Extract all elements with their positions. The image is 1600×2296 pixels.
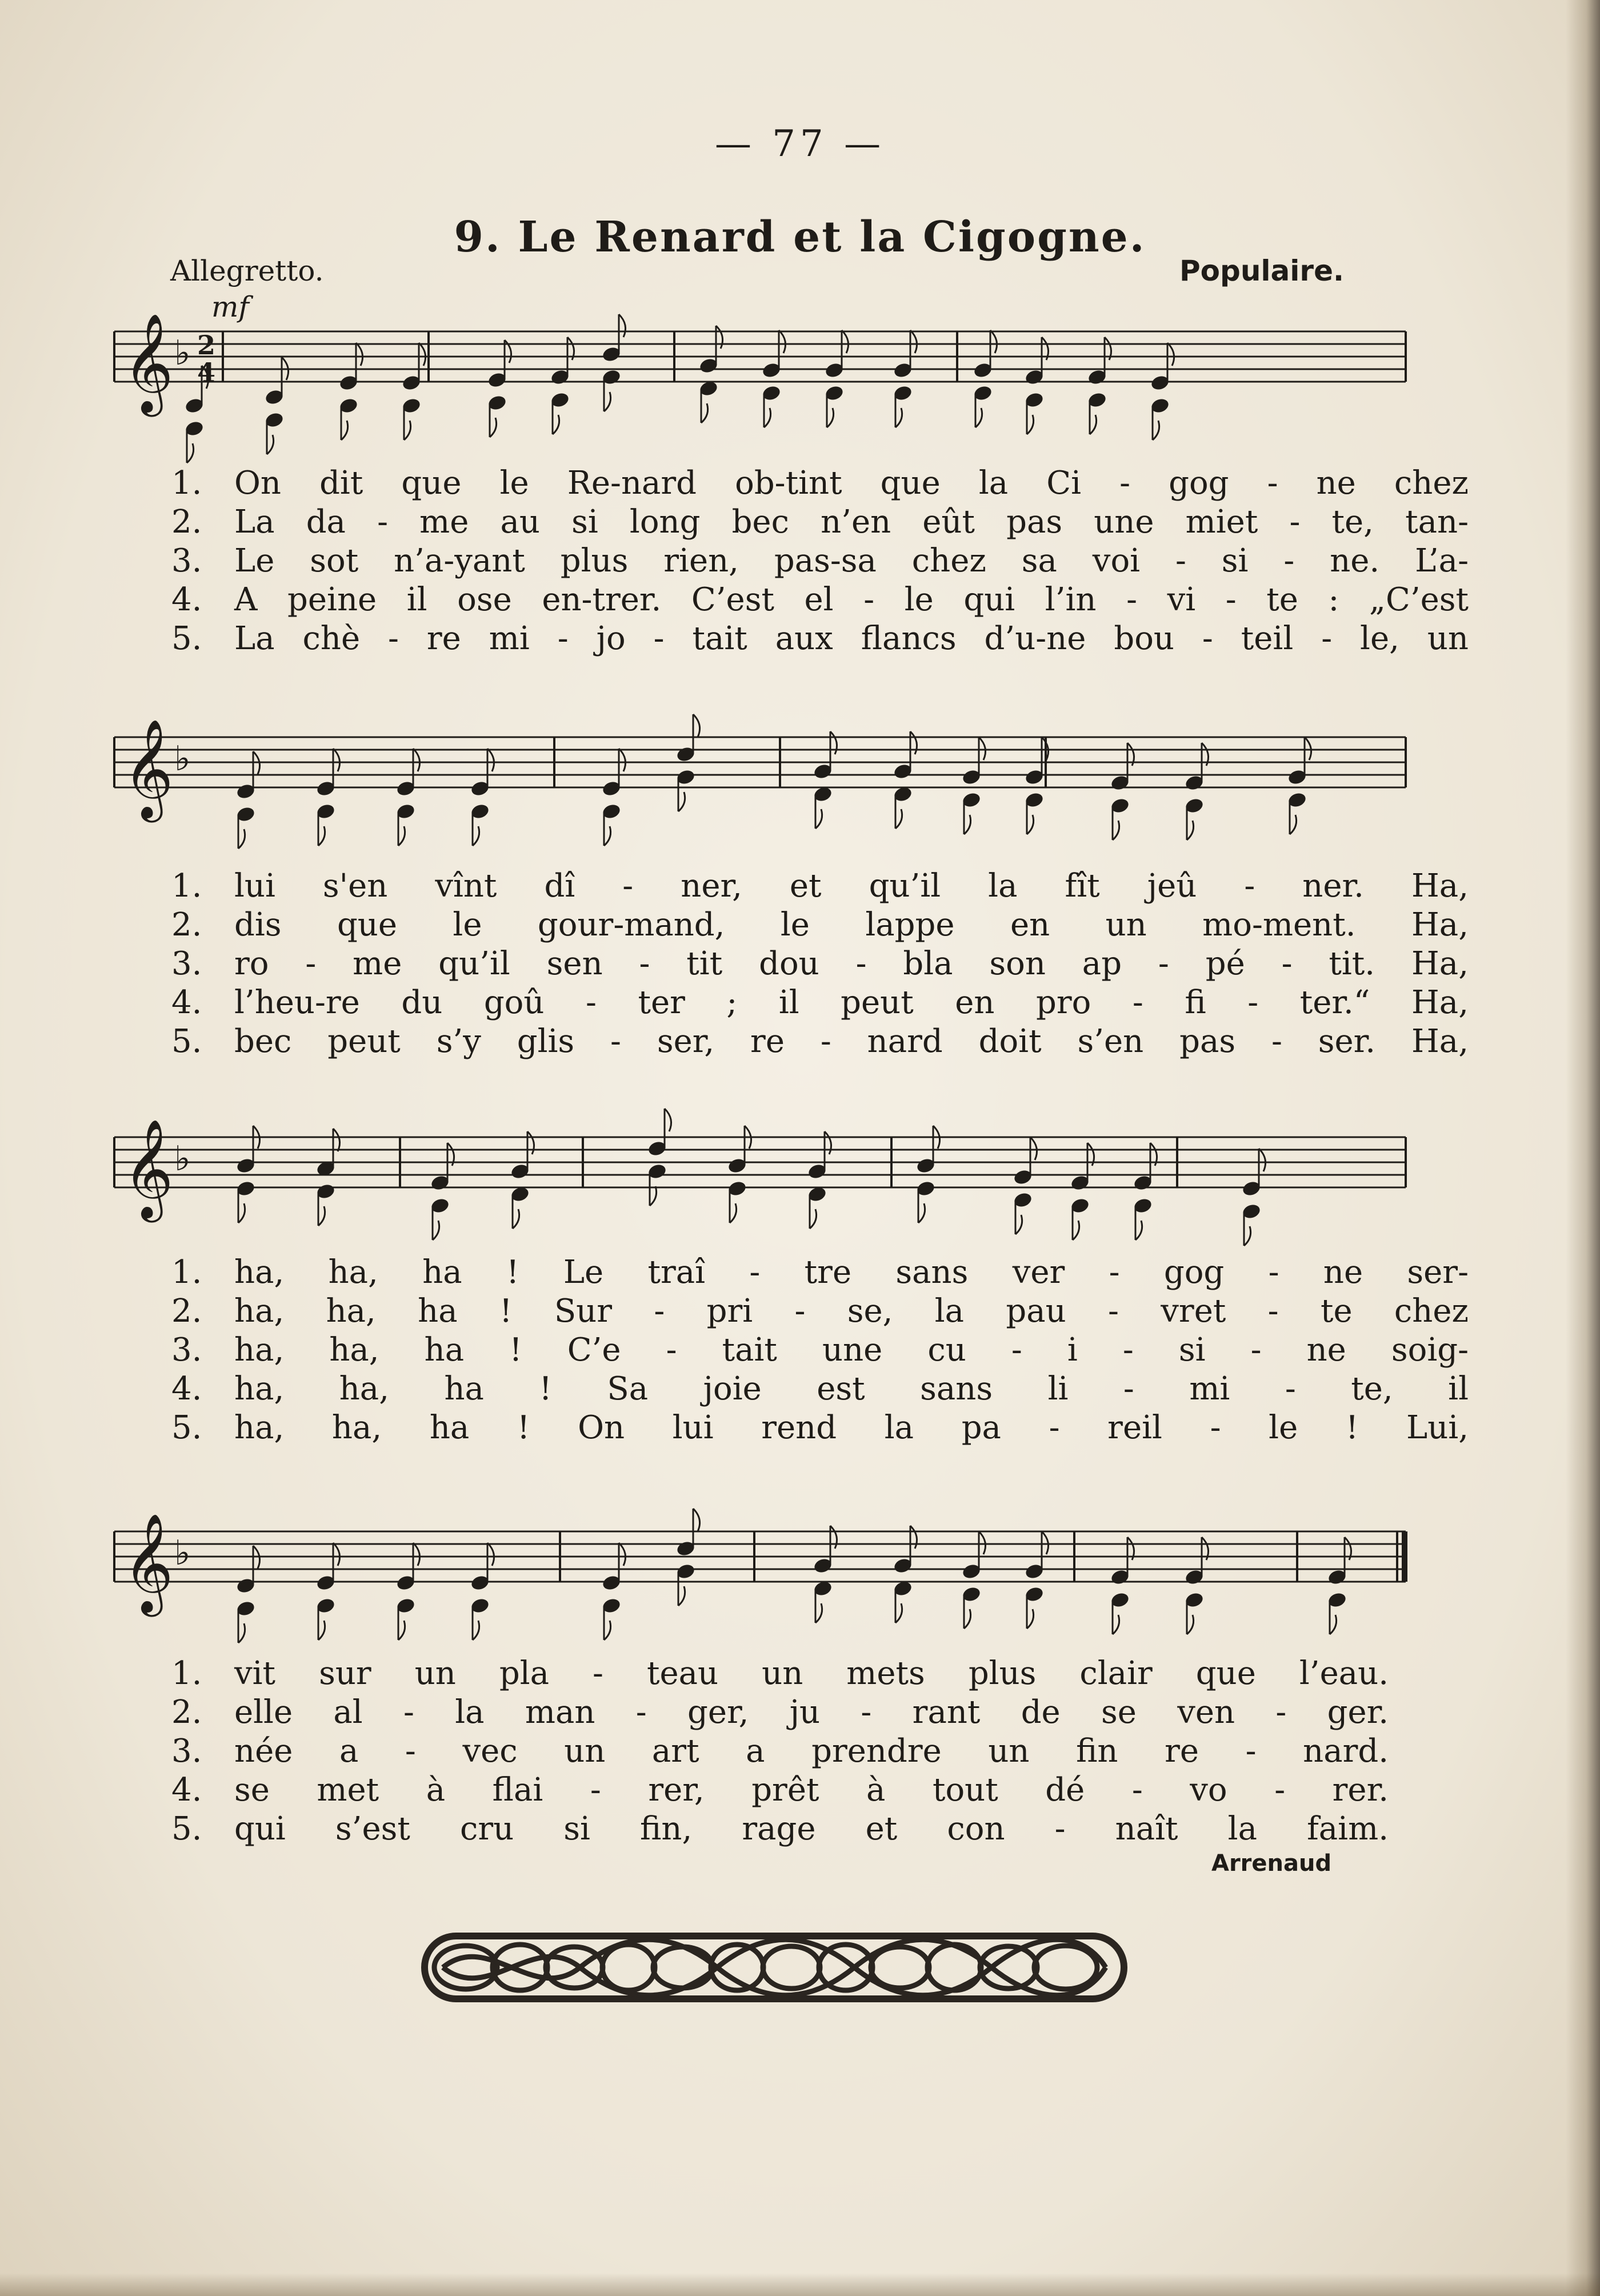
music-staff-1 xyxy=(109,297,1423,446)
verse-number: 1. xyxy=(171,1655,202,1692)
music-staff-4 xyxy=(109,1497,1423,1646)
lyric-text: l’heu-re du goû - ter ; il peut en pro - fi - ter.“ Ha, xyxy=(234,984,1469,1021)
note-flag-lower xyxy=(964,815,971,834)
ornament-divider xyxy=(420,1919,1129,2016)
note-flag-lower xyxy=(513,1209,519,1229)
note-flag-lower xyxy=(764,408,771,427)
note-flag-lower xyxy=(604,392,611,411)
lyric-text: Le sot n’a-yant plus rien, pas-sa chez sa voi - si - ne. L’a- xyxy=(234,542,1469,579)
verse-number: 5. xyxy=(171,620,202,657)
note-flag xyxy=(665,1109,671,1131)
lyric-text: se met à flai - rer, prêt à tout dé - vo - rer. xyxy=(234,1771,1389,1809)
music-staff-3 xyxy=(109,1103,1423,1251)
note-flag-lower xyxy=(975,408,982,427)
note-flag-lower xyxy=(473,1621,479,1640)
note-flag-lower xyxy=(1290,815,1297,834)
note-flag xyxy=(716,326,723,349)
note-flag-lower xyxy=(1015,1215,1022,1234)
lyric-text: dis que le gour-mand, le lappe en un mo-ment. Ha, xyxy=(234,906,1469,943)
note-flag-lower xyxy=(238,1203,245,1223)
note-flag xyxy=(910,330,917,353)
note-flag-lower xyxy=(473,826,479,846)
note-flag xyxy=(333,1129,340,1151)
key-flat-icon: ♭ xyxy=(174,739,191,779)
note-flag-lower xyxy=(1073,1221,1079,1240)
lyric-text: qui s’est cru si fin, rage et con - naît la faim. xyxy=(234,1810,1389,1847)
note-flag xyxy=(1030,1137,1037,1160)
lyric-text: lui s'en vînt dî - ner, et qu’il la fît jeû - ner. Ha, xyxy=(234,867,1469,905)
time-signature-bottom: 4 xyxy=(197,357,216,388)
note-flag xyxy=(842,330,849,353)
dynamic-marking: mf xyxy=(211,290,249,323)
verse-number: 4. xyxy=(171,581,202,618)
note-flag-lower xyxy=(815,1603,822,1623)
note-flag-lower xyxy=(553,415,559,434)
verse-number: 1. xyxy=(171,867,202,905)
note-flag-lower xyxy=(895,809,902,829)
note-flag xyxy=(910,1526,917,1549)
note-flag xyxy=(1259,1149,1266,1171)
verse-number: 3. xyxy=(171,542,202,579)
note-flag xyxy=(979,1531,986,1554)
note-flag-lower xyxy=(895,1603,902,1623)
music-staff-2 xyxy=(109,703,1423,851)
note-flag-lower xyxy=(895,408,902,427)
song-title: 9. Le Renard et la Cigogne. xyxy=(454,213,1146,262)
note-flag-lower xyxy=(1090,415,1097,434)
note-flag-lower xyxy=(1027,1609,1034,1629)
note-flag-lower xyxy=(1330,1615,1337,1634)
verse-number: 1. xyxy=(171,1254,202,1291)
verse-number: 4. xyxy=(171,1771,202,1809)
treble-clef-icon: 𝄞 xyxy=(123,1513,174,1613)
note-flag xyxy=(779,330,786,353)
note-flag-lower xyxy=(398,1621,405,1640)
treble-clef-icon: 𝄞 xyxy=(123,719,174,818)
page-bottom-shadow xyxy=(0,2273,1600,2296)
verse-number: 2. xyxy=(171,1293,202,1330)
lyric-text: La chè - re mi - jo - tait aux flancs d’u-ne bou - teil - le, un xyxy=(234,620,1469,657)
verse-number: 3. xyxy=(171,1733,202,1770)
note-flag-lower xyxy=(433,1221,439,1240)
note-flag-lower xyxy=(810,1209,817,1229)
note-flag-lower xyxy=(341,421,348,440)
note-flag-lower xyxy=(1135,1221,1142,1240)
note-flag-lower xyxy=(1027,815,1034,834)
treble-clef-icon: 𝄞 xyxy=(123,313,174,413)
verse-number: 5. xyxy=(171,1810,202,1847)
verse-number: 5. xyxy=(171,1409,202,1446)
verse-number: 2. xyxy=(171,503,202,541)
verse-number: 4. xyxy=(171,1370,202,1407)
verse-number: 2. xyxy=(171,906,202,943)
note-flag xyxy=(487,749,494,771)
arranger-credit: Arrenaud xyxy=(1211,1850,1332,1877)
key-flat-icon: ♭ xyxy=(174,1533,191,1573)
note-flag xyxy=(1167,343,1174,366)
lyric-text: ha, ha, ha ! On lui rend la pa - reil - le ! Lui, xyxy=(234,1409,1469,1446)
note-flag xyxy=(419,343,426,366)
verse-number: 3. xyxy=(171,1331,202,1369)
lyric-text: ha, ha, ha ! Sa joie est sans li - mi - te, il xyxy=(234,1370,1469,1407)
lyric-text: bec peut s’y glis - ser, re - nard doit s’en pas - ser. Ha, xyxy=(234,1023,1469,1060)
note-flag-lower xyxy=(815,809,822,829)
note-flag-lower xyxy=(318,1621,325,1640)
note-flag xyxy=(333,749,340,771)
note-flag-lower xyxy=(318,826,325,846)
note-flag xyxy=(979,737,986,760)
note-flag xyxy=(693,714,700,737)
note-flag-lower xyxy=(918,1203,925,1223)
note-flag-lower xyxy=(1187,1615,1194,1634)
song-source: Populaire. xyxy=(1179,254,1344,287)
note-flag xyxy=(1305,737,1311,760)
note-flag-lower xyxy=(398,826,405,846)
note-flag-lower xyxy=(964,1609,971,1629)
note-flag xyxy=(830,1526,837,1549)
note-flag-lower xyxy=(1113,1615,1119,1634)
note-flag-lower xyxy=(678,1586,685,1606)
note-flag xyxy=(413,1543,420,1566)
lyric-text: née a - vec un art a prendre un fin re - nard. xyxy=(234,1733,1389,1770)
note-flag xyxy=(619,749,626,771)
note-flag-lower xyxy=(238,1623,245,1643)
lyric-text: vit sur un pla - teau un mets plus clair que l’eau. xyxy=(234,1655,1389,1692)
note-flag xyxy=(990,330,997,353)
note-flag xyxy=(619,314,626,337)
note-flag-lower xyxy=(1187,821,1194,840)
verse-number: 4. xyxy=(171,984,202,1021)
note-flag xyxy=(619,1543,626,1566)
note-flag-lower xyxy=(187,443,194,463)
note-flag xyxy=(356,343,363,366)
note-flag xyxy=(487,1543,494,1566)
note-flag-lower xyxy=(404,421,411,440)
lyric-text: elle al - la man - ger, ju - rant de se ven - ger. xyxy=(234,1694,1389,1731)
tempo-marking: Allegretto. xyxy=(170,254,324,287)
page-number: — 77 — xyxy=(714,123,886,165)
note-flag xyxy=(910,731,917,754)
note-flag-lower xyxy=(604,1621,611,1640)
note-flag xyxy=(413,749,420,771)
note-flag xyxy=(825,1131,831,1154)
note-flag xyxy=(693,1509,700,1531)
verse-number: 1. xyxy=(171,465,202,502)
lyric-text: ha, ha, ha ! Sur - pri - se, la pau - vret - te chez xyxy=(234,1293,1469,1330)
verse-number: 5. xyxy=(171,1023,202,1060)
note-flag-lower xyxy=(678,792,685,811)
note-flag-lower xyxy=(1113,821,1119,840)
note-flag-lower xyxy=(1027,415,1034,434)
lyric-text: ro - me qu’il sen - tit dou - bla son ap - pé - tit. Ha, xyxy=(234,945,1469,982)
note-flag-lower xyxy=(1153,421,1159,440)
note-flag-lower xyxy=(604,826,611,846)
note-flag-lower xyxy=(730,1203,737,1223)
note-flag xyxy=(333,1543,340,1566)
note-flag-lower xyxy=(1244,1226,1251,1246)
note-flag-lower xyxy=(490,418,497,437)
lyric-text: A peine il ose en-trer. C’est el - le qui l’in - vi - te : „C’est xyxy=(234,581,1469,618)
note-flag-lower xyxy=(701,403,708,423)
lyric-text: La da - me au si long bec n’en eût pas une miet - te, tan- xyxy=(234,503,1469,541)
note-flag-lower xyxy=(827,408,834,427)
note-flag xyxy=(1042,1531,1049,1554)
page-edge-shadow xyxy=(1566,0,1600,2296)
verse-number: 3. xyxy=(171,945,202,982)
lyric-text: ha, ha, ha ! C’e - tait une cu - i - si - ne soig- xyxy=(234,1331,1469,1369)
key-flat-icon: ♭ xyxy=(174,1139,191,1179)
note-flag-lower xyxy=(267,435,274,454)
treble-clef-icon: 𝄞 xyxy=(123,1119,174,1218)
time-signature-top: 2 xyxy=(197,330,216,361)
note-flag-lower xyxy=(318,1206,325,1226)
note-flag xyxy=(527,1131,534,1154)
lyric-text: ha, ha, ha ! Le traî - tre sans ver - gog - ne ser- xyxy=(234,1254,1469,1291)
note-flag-lower xyxy=(238,829,245,849)
verse-number: 2. xyxy=(171,1694,202,1731)
note-flag xyxy=(830,731,837,754)
lyric-text: On dit que le Re-nard ob-tint que la Ci - gog - ne chez xyxy=(234,465,1469,502)
note-flag-lower xyxy=(650,1186,657,1206)
key-flat-icon: ♭ xyxy=(174,333,191,373)
